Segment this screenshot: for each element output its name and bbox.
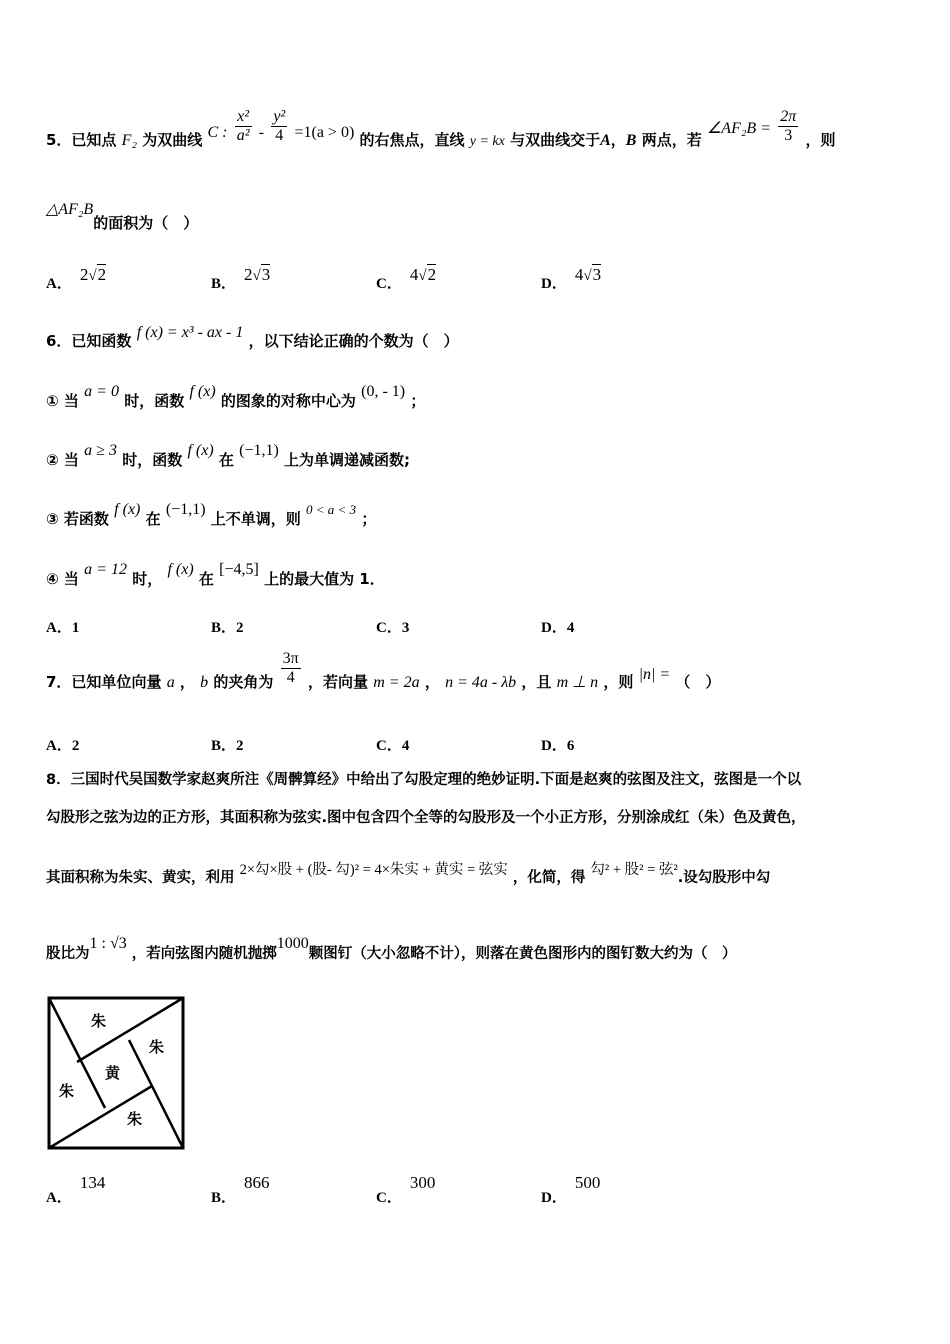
q6-s1-math-point: (0, - 1) bbox=[361, 383, 406, 400]
q5-text-f: ，则 bbox=[805, 131, 836, 149]
diagram-line-3 bbox=[77, 998, 183, 1062]
q5-text-e: 两点，若 bbox=[641, 131, 702, 149]
q6-s2-text-a: ② 当 bbox=[46, 451, 79, 469]
q7-text-f: ，且 bbox=[521, 673, 552, 691]
q8-math-pythag: 勾² + 股² = 弦² bbox=[590, 862, 678, 878]
q6-s2-math-interval: (−1,1) bbox=[239, 442, 279, 459]
q6-s1-math-f: f (x) bbox=[189, 383, 216, 400]
q8-para-line4 bbox=[46, 935, 737, 963]
q5-option-c-label: C． bbox=[376, 276, 402, 292]
q6-option-a[interactable]: A．1 bbox=[46, 620, 80, 636]
q5-point-a: A bbox=[600, 132, 611, 149]
q7-stem bbox=[46, 650, 721, 691]
q6-s3-math-interval: (−1,1) bbox=[165, 501, 206, 518]
q7-text-a: 7．已知单位向量 bbox=[46, 673, 162, 691]
q6-s1-text-c: 的图象的对称中心为 bbox=[220, 392, 356, 410]
q5-option-d-label: D． bbox=[541, 276, 567, 292]
q5-point-b: B bbox=[625, 132, 637, 149]
q5-c-lhs: C : bbox=[207, 124, 228, 141]
q8-text-4b: ，若向弦图内随机抛掷 bbox=[131, 946, 277, 962]
q6-s4-math-interval: [−4,5] bbox=[219, 561, 259, 578]
q5-f2: F₂ bbox=[121, 132, 138, 149]
q7-text-d: ，若向量 bbox=[307, 673, 368, 691]
diagram-label-zhu-right: 朱 bbox=[149, 1038, 165, 1056]
q7-option-b[interactable]: B．2 bbox=[211, 738, 244, 754]
q8-option-c-label: C． bbox=[376, 1190, 402, 1206]
q6-s2-math-a: a ≥ 3 bbox=[84, 442, 117, 459]
q6-s1-text-d: ； bbox=[410, 392, 426, 410]
q8-math-count: 1000 bbox=[276, 935, 309, 952]
q5-text-c: 的右焦点，直线 bbox=[359, 131, 465, 149]
q7-option-c[interactable]: C．4 bbox=[376, 738, 410, 754]
q6-s2-text-c: 在 bbox=[218, 451, 234, 469]
q6-statement-3 bbox=[46, 501, 377, 529]
q7-text-h: （ ） bbox=[675, 673, 721, 691]
q6-option-d[interactable]: D．4 bbox=[541, 620, 575, 636]
q6-s3-text-c: 上不单调，则 bbox=[210, 510, 301, 528]
q7-text-g: ，则 bbox=[603, 673, 634, 691]
q5-frac-x: $\frac{\text{x²}}{\text{a²}}$ bbox=[236, 108, 250, 144]
q6-s4-text-b: 时， bbox=[132, 570, 163, 588]
q8-option-a-label: A． bbox=[46, 1190, 72, 1206]
q6-s1-text-b: 时，函数 bbox=[124, 392, 185, 410]
q8-option-a[interactable] bbox=[46, 1173, 106, 1207]
q6-s1-math-a: a = 0 bbox=[84, 383, 119, 400]
zhao-shuang-diagram bbox=[47, 996, 187, 1152]
diagram-label-huang: 黄 bbox=[105, 1064, 121, 1082]
q7-text-e: ， bbox=[424, 673, 440, 691]
q6-s3-text-a: ③ 若函数 bbox=[46, 510, 109, 528]
q8-option-d-label: D． bbox=[541, 1190, 567, 1206]
q5-frac-y: $\frac{\text{y²}}{4}$ bbox=[273, 108, 286, 144]
q6-function: f (x) = x³ - ax - 1 bbox=[136, 324, 244, 341]
q8-text-3a: 其面积称为朱实、黄实，利用 bbox=[46, 870, 235, 886]
q7-vector-a: a bbox=[166, 674, 175, 691]
q5-option-b-value: 2√3 bbox=[244, 265, 271, 284]
q5-text-l2: 的面积为（ ） bbox=[93, 214, 199, 232]
q6-text-a: 6．已知函数 bbox=[46, 332, 132, 350]
q5-option-c-value: 4√2 bbox=[409, 265, 437, 284]
q5-comma: ， bbox=[610, 131, 626, 149]
q8-option-d[interactable] bbox=[541, 1173, 601, 1207]
q6-s3-math-f: f (x) bbox=[114, 501, 141, 518]
q8-para-line1: 8．三国时代吴国数学家赵爽所注《周髀算经》中给出了勾股定理的绝妙证明.下面是赵爽的弦图及注文，弦图是一个以 bbox=[46, 772, 802, 788]
q6-s2-text-d: 上为单调递减函数; bbox=[284, 451, 411, 469]
q8-text-3b: ，化简，得 bbox=[512, 870, 586, 886]
q8-text-3c: .设勾股形中勾 bbox=[677, 870, 771, 886]
q6-s4-text-a: ④ 当 bbox=[46, 570, 79, 588]
diagram-label-zhu-bottom: 朱 bbox=[127, 1110, 143, 1128]
q5-option-d-value: 4√3 bbox=[574, 265, 602, 284]
q7-vector-b: b bbox=[200, 674, 209, 691]
q8-option-b-value: 866 bbox=[244, 1173, 270, 1192]
q8-option-c-value: 300 bbox=[409, 1173, 436, 1192]
q8-text-4a: 股比为 bbox=[46, 946, 90, 962]
q7-text-c: 的夹角为 bbox=[213, 673, 274, 691]
q6-stem bbox=[46, 324, 459, 351]
q5-line-eq: y = kx bbox=[469, 134, 505, 149]
q7-math-n: n = 4a - λb bbox=[445, 674, 517, 691]
q8-para-line2: 勾股形之弦为边的正方形，其面积称为弦实.图中包含四个全等的勾股形及一个小正方形，分别涂成红（朱）色及黄色， bbox=[46, 810, 806, 826]
q6-s4-text-d: 上的最大值为 1． bbox=[264, 570, 385, 588]
q7-option-a[interactable]: A．2 bbox=[46, 738, 80, 754]
q8-option-b-label: B． bbox=[211, 1190, 237, 1206]
diagram-label-zhu-left: 朱 bbox=[59, 1082, 75, 1100]
q7-text-b: ， bbox=[179, 673, 195, 691]
q5-angle: ∠AF₂B = bbox=[706, 120, 771, 137]
q6-statement-2 bbox=[46, 442, 411, 470]
q6-s4-math-f: f (x) bbox=[167, 561, 194, 578]
q6-statement-4 bbox=[46, 561, 385, 589]
q6-s4-math-a: a = 12 bbox=[84, 561, 127, 578]
q5-option-b-label: B． bbox=[211, 276, 237, 292]
q8-option-c[interactable] bbox=[376, 1173, 436, 1207]
q5-minus: - bbox=[258, 124, 265, 141]
q5-option-c[interactable] bbox=[376, 265, 437, 293]
q8-option-b[interactable] bbox=[211, 1173, 270, 1207]
q5-option-a[interactable] bbox=[46, 265, 107, 293]
q6-text-b: ，以下结论正确的个数为（ ） bbox=[248, 332, 459, 350]
q5-frac-2pi: $\frac{2\pi}{3}$ bbox=[780, 108, 797, 144]
q5-stem-line2 bbox=[46, 201, 199, 232]
q5-triangle: △AF₂B bbox=[46, 201, 94, 218]
q8-option-a-value: 134 bbox=[79, 1173, 106, 1192]
q7-option-d[interactable]: D．6 bbox=[541, 738, 575, 754]
q5-option-a-value: 2√2 bbox=[79, 265, 107, 284]
q5-text-d: 与双曲线交于 bbox=[510, 131, 601, 149]
q6-s3-math-range: 0 < a < 3 bbox=[306, 502, 357, 517]
q6-s2-math-f: f (x) bbox=[187, 442, 214, 459]
q5-text-b: 为双曲线 bbox=[142, 131, 203, 149]
q5-stem-line1 bbox=[46, 108, 836, 149]
q8-para-line3 bbox=[46, 862, 771, 887]
q6-s2-text-b: 时，函数 bbox=[122, 451, 183, 469]
q5-option-b[interactable] bbox=[211, 265, 271, 293]
q6-s3-text-d: ； bbox=[361, 510, 377, 528]
q6-option-b[interactable]: B．2 bbox=[211, 620, 244, 636]
q6-statement-1 bbox=[46, 383, 426, 411]
q6-s4-text-c: 在 bbox=[198, 570, 214, 588]
q7-math-m: m = 2a bbox=[373, 674, 420, 691]
q8-text-4c: 颗图钉（大小忽略不计），则落在黄色图形内的图钉数大约为（ ） bbox=[308, 946, 737, 962]
q5-rhs: =1(a > 0) bbox=[294, 124, 355, 141]
q7-math-norm: |n| = bbox=[638, 666, 671, 683]
q6-option-c[interactable]: C．3 bbox=[376, 620, 410, 636]
q6-s1-text-a: ① 当 bbox=[46, 392, 79, 410]
q7-frac-angle: $\frac{3\pi}{4}$ bbox=[282, 650, 299, 686]
q8-math-identity: 2×勾×股 + (股- 勾)² = 4×朱实 + 黄实 = 弦实 bbox=[239, 862, 508, 878]
q6-s3-text-b: 在 bbox=[145, 510, 161, 528]
q8-math-ratio: 1 : √3 bbox=[89, 935, 127, 952]
q7-math-perp: m ⊥ n bbox=[556, 674, 599, 691]
q5-option-a-label: A． bbox=[46, 276, 72, 292]
diagram-label-zhu-top: 朱 bbox=[91, 1012, 107, 1030]
q8-option-d-value: 500 bbox=[574, 1173, 601, 1192]
q5-text-a: 5．已知点 bbox=[46, 131, 117, 149]
q5-option-d[interactable] bbox=[541, 265, 602, 293]
